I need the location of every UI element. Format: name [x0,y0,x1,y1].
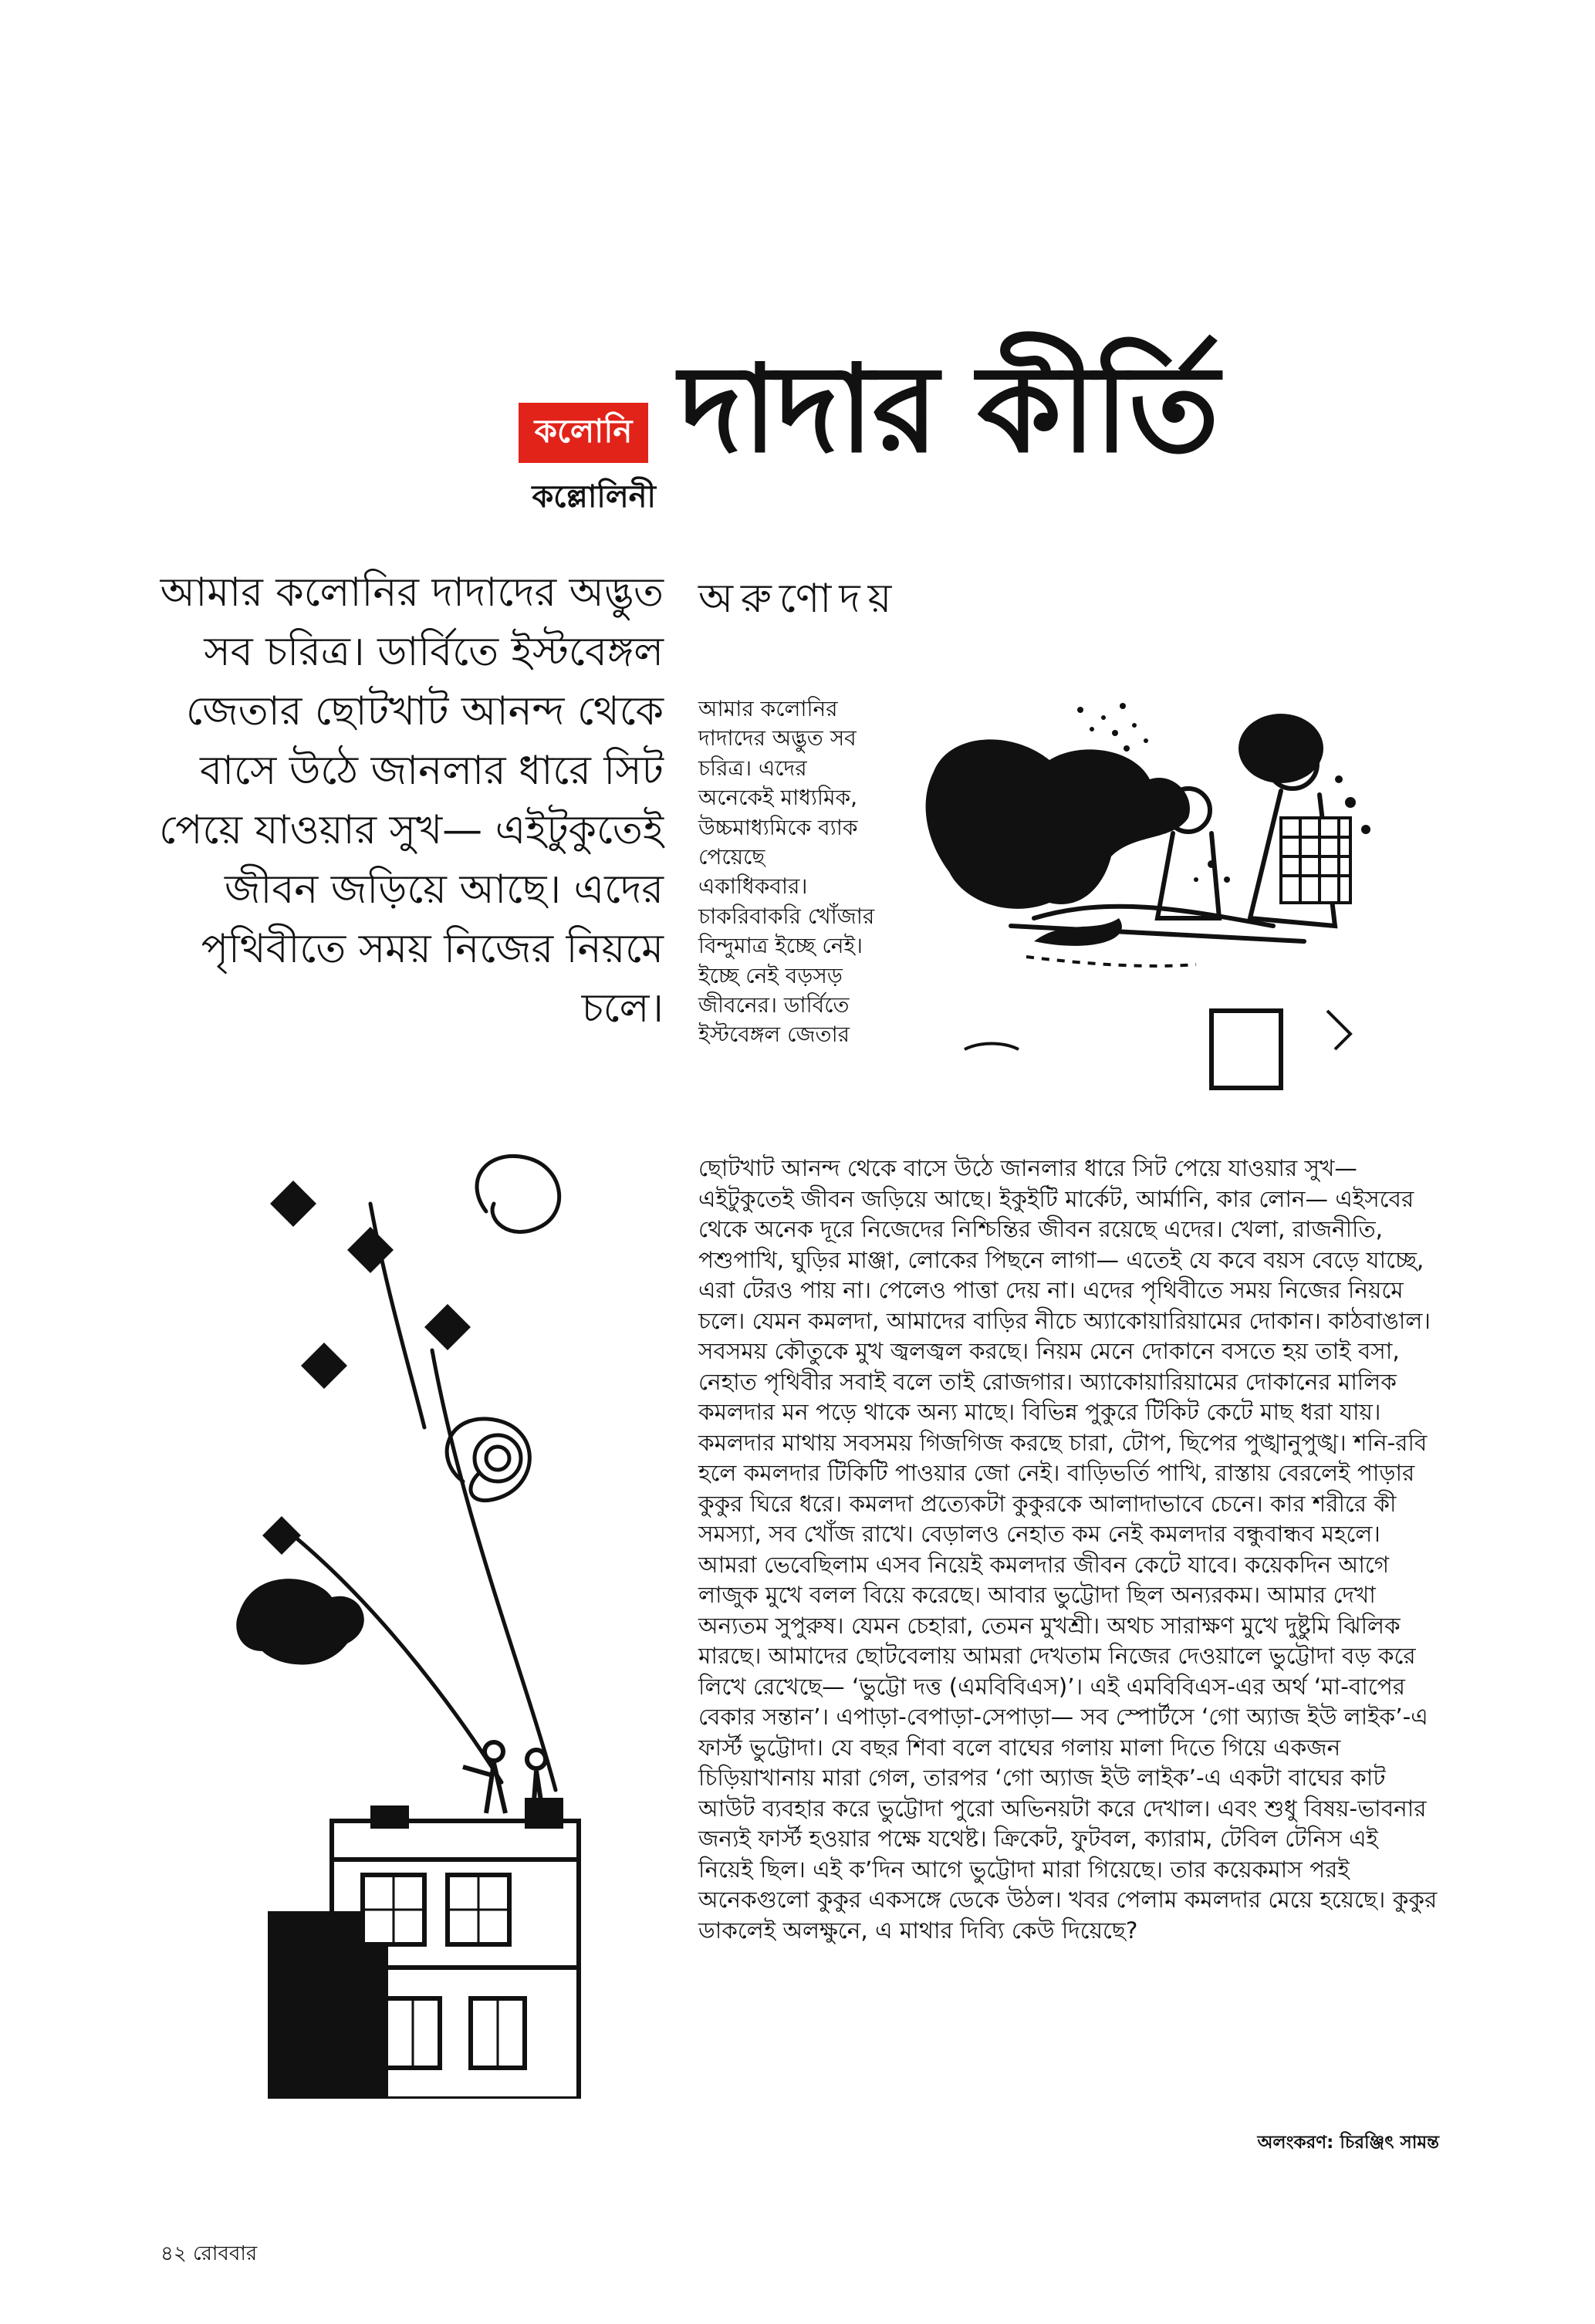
fishing-illustration [918,687,1389,1103]
building-illustration [231,1134,664,2099]
byline: অরুণোদয় [698,576,900,622]
section-badge: কলোনি [519,403,648,463]
headline: দাদার কীর্তি [679,339,1218,479]
article-body: ছোটখাট আনন্দ থেকে বাসে উঠে জানলার ধারে সিট পেয়ে যাওয়ার সুখ— এইটুকুতেই জীবন জড়িয়ে আছে। ইকুইটি মার্কেট, আর্মানি, কার লোন— এইসবের থেকে অনেক দূরে নিজেদের নিশ্চিন্তির জীবন রয়েছে এদের। খেলা, রাজনীতি, পশুপাখি, ঘুড়ির মাঞ্জা, লোকের পিছনে লাগা— এতেই যে কবে বয়স বেড়ে যাচ্ছে, এরা টেরও পায় না। পেলেও পাত্তা দেয় না। এদের পৃথিবীতে সময় নিজের নিয়মে চলে। যেমন কমলদা, আমাদের বাড়ির নীচে অ্যাকোয়ারিয়ামের দোকান। কাঠবাঙাল। সবসময় কৌতুকে মুখ জ্বলজ্বল করছে। নিয়ম মেনে দোকানে বসতে হয় তাই বসা, নেহাত পৃথিবীর সবাই বলে তাই রোজগার। অ্যাকোয়ারিয়ামের দোকানের মালিক কমলদার মন পড়ে থাকে অন্য মাছে। বিভিন্ন পুকুরে টিকিট কেটে মাছ ধরা যায়। কমলদার মাথায় সবসময় গিজগিজ করছে চারা, টোপ, ছিপের পুঙ্খানুপুঙ্খ। শনি-রবি হলে কমলদার টিকিটি পাওয়ার জো নেই। বাড়িভর্তি পাখি, রাস্তায় বেরলেই পাড়ার কুকুর ঘিরে ধরে। কমলদা প্রত্যেকটা কুকুরকে আলাদাভাবে চেনে। কার শরীরে কী সমস্যা, সব খোঁজ রাখে। বেড়ালও নেহাত কম নেই কমলদার বন্ধুবান্ধব মহলে। আমরা ভেবেছিলাম এসব নিয়েই কমলদার জীবন কেটে যাবে। কয়েকদিন আগে লাজুক মুখে বলল বিয়ে করেছে। আবার ভুট্টোদা ছিল অন্যরকম। আমার দেখা অন্যতম সুপুরুষ। যেমন চেহারা, তেমন মুখশ্রী। অথচ সারাক্ষণ মুখে দুষ্টুমি ঝিলিক মারছে। আমাদের ছোটবেলায় আমরা দেখতাম নিজের দেওয়ালে ভুট্টোদা বড় করে লিখে রেখেছে— ‘ভুট্টো দত্ত (এমবিবিএস)’। এই এমবিবিএস-এর অর্থ ‘মা-বাপের বেকার সন্তান’। এপাড়া-বেপাড়া-সেপাড়া— সব স্পোর্টসে ‘গো অ্যাজ ইউ লাইক’-এ ফার্স্ট ভুট্টোদা। যে বছর শিবা বলে বাঘের গলায় মালা দিতে গিয়ে একজন চিড়িয়াখানায় মারা গেল, তারপর ‘গো অ্যাজ ইউ লাইক’-এ একটা বাঘের কাট আউট ব্যবহার করে ভুট্টোদা পুরো অভিনয়টা করে দেখাল। এবং শুধু বিষয়-ভাবনার জন্যই ফার্স্ট হওয়ার পক্ষে যথেষ্ট। ক্রিকেট, ফুটবল, ক্যারাম, টেবিল টেনিস এই নিয়েই ছিল। এই ক’দিন আগে ভুট্টোদা মারা গিয়েছে। তার কয়েকমাস পরই অনেকগুলো কুকুর একসঙ্গে ডেকে উঠল। খবর পেলাম কমলদার মেয়ে হয়েছে। কুকুর ডাকলেই অলক্ষুনে, এ মাথার দিব্যি কেউ দিয়েছে? [698,1155,1438,1944]
illustration-credit: অলংকরণ: চিরঞ্জিৎ সামন্ত [1257,2133,1439,2153]
series-name: কল্লোলিনী [532,479,656,515]
pull-quote: আমার কলোনির দাদাদের অদ্ভুত সব চরিত্র। ডার্বিতে ইস্টবেঙ্গল জেতার ছোটখাট আনন্দ থেকে বাসে উঠে জানলার ধারে সিট পেয়ে যাওয়ার সুখ— এইটুকুতেই জীবন জড়িয়ে আছে। এদের পৃথিবীতে সময় নিজের নিয়মে চলে। [159,569,664,1032]
intro-column: আমার কলোনির দাদাদের অদ্ভুত সব চরিত্র। এদের অনেকেই মাধ্যমিক, উচ্চমাধ্যমিকে ব্যাক পেয়েছে একাধিকবার। চাকরিবাকরি খোঁজার বিন্দুমাত্র ইচ্ছে নেই। ইচ্ছে নেই বড়সড় জীবনের। ডার্বিতে ইস্টবেঙ্গল জেতার [698,696,875,1048]
page-folio: ৪২ রোববার [161,2242,258,2265]
